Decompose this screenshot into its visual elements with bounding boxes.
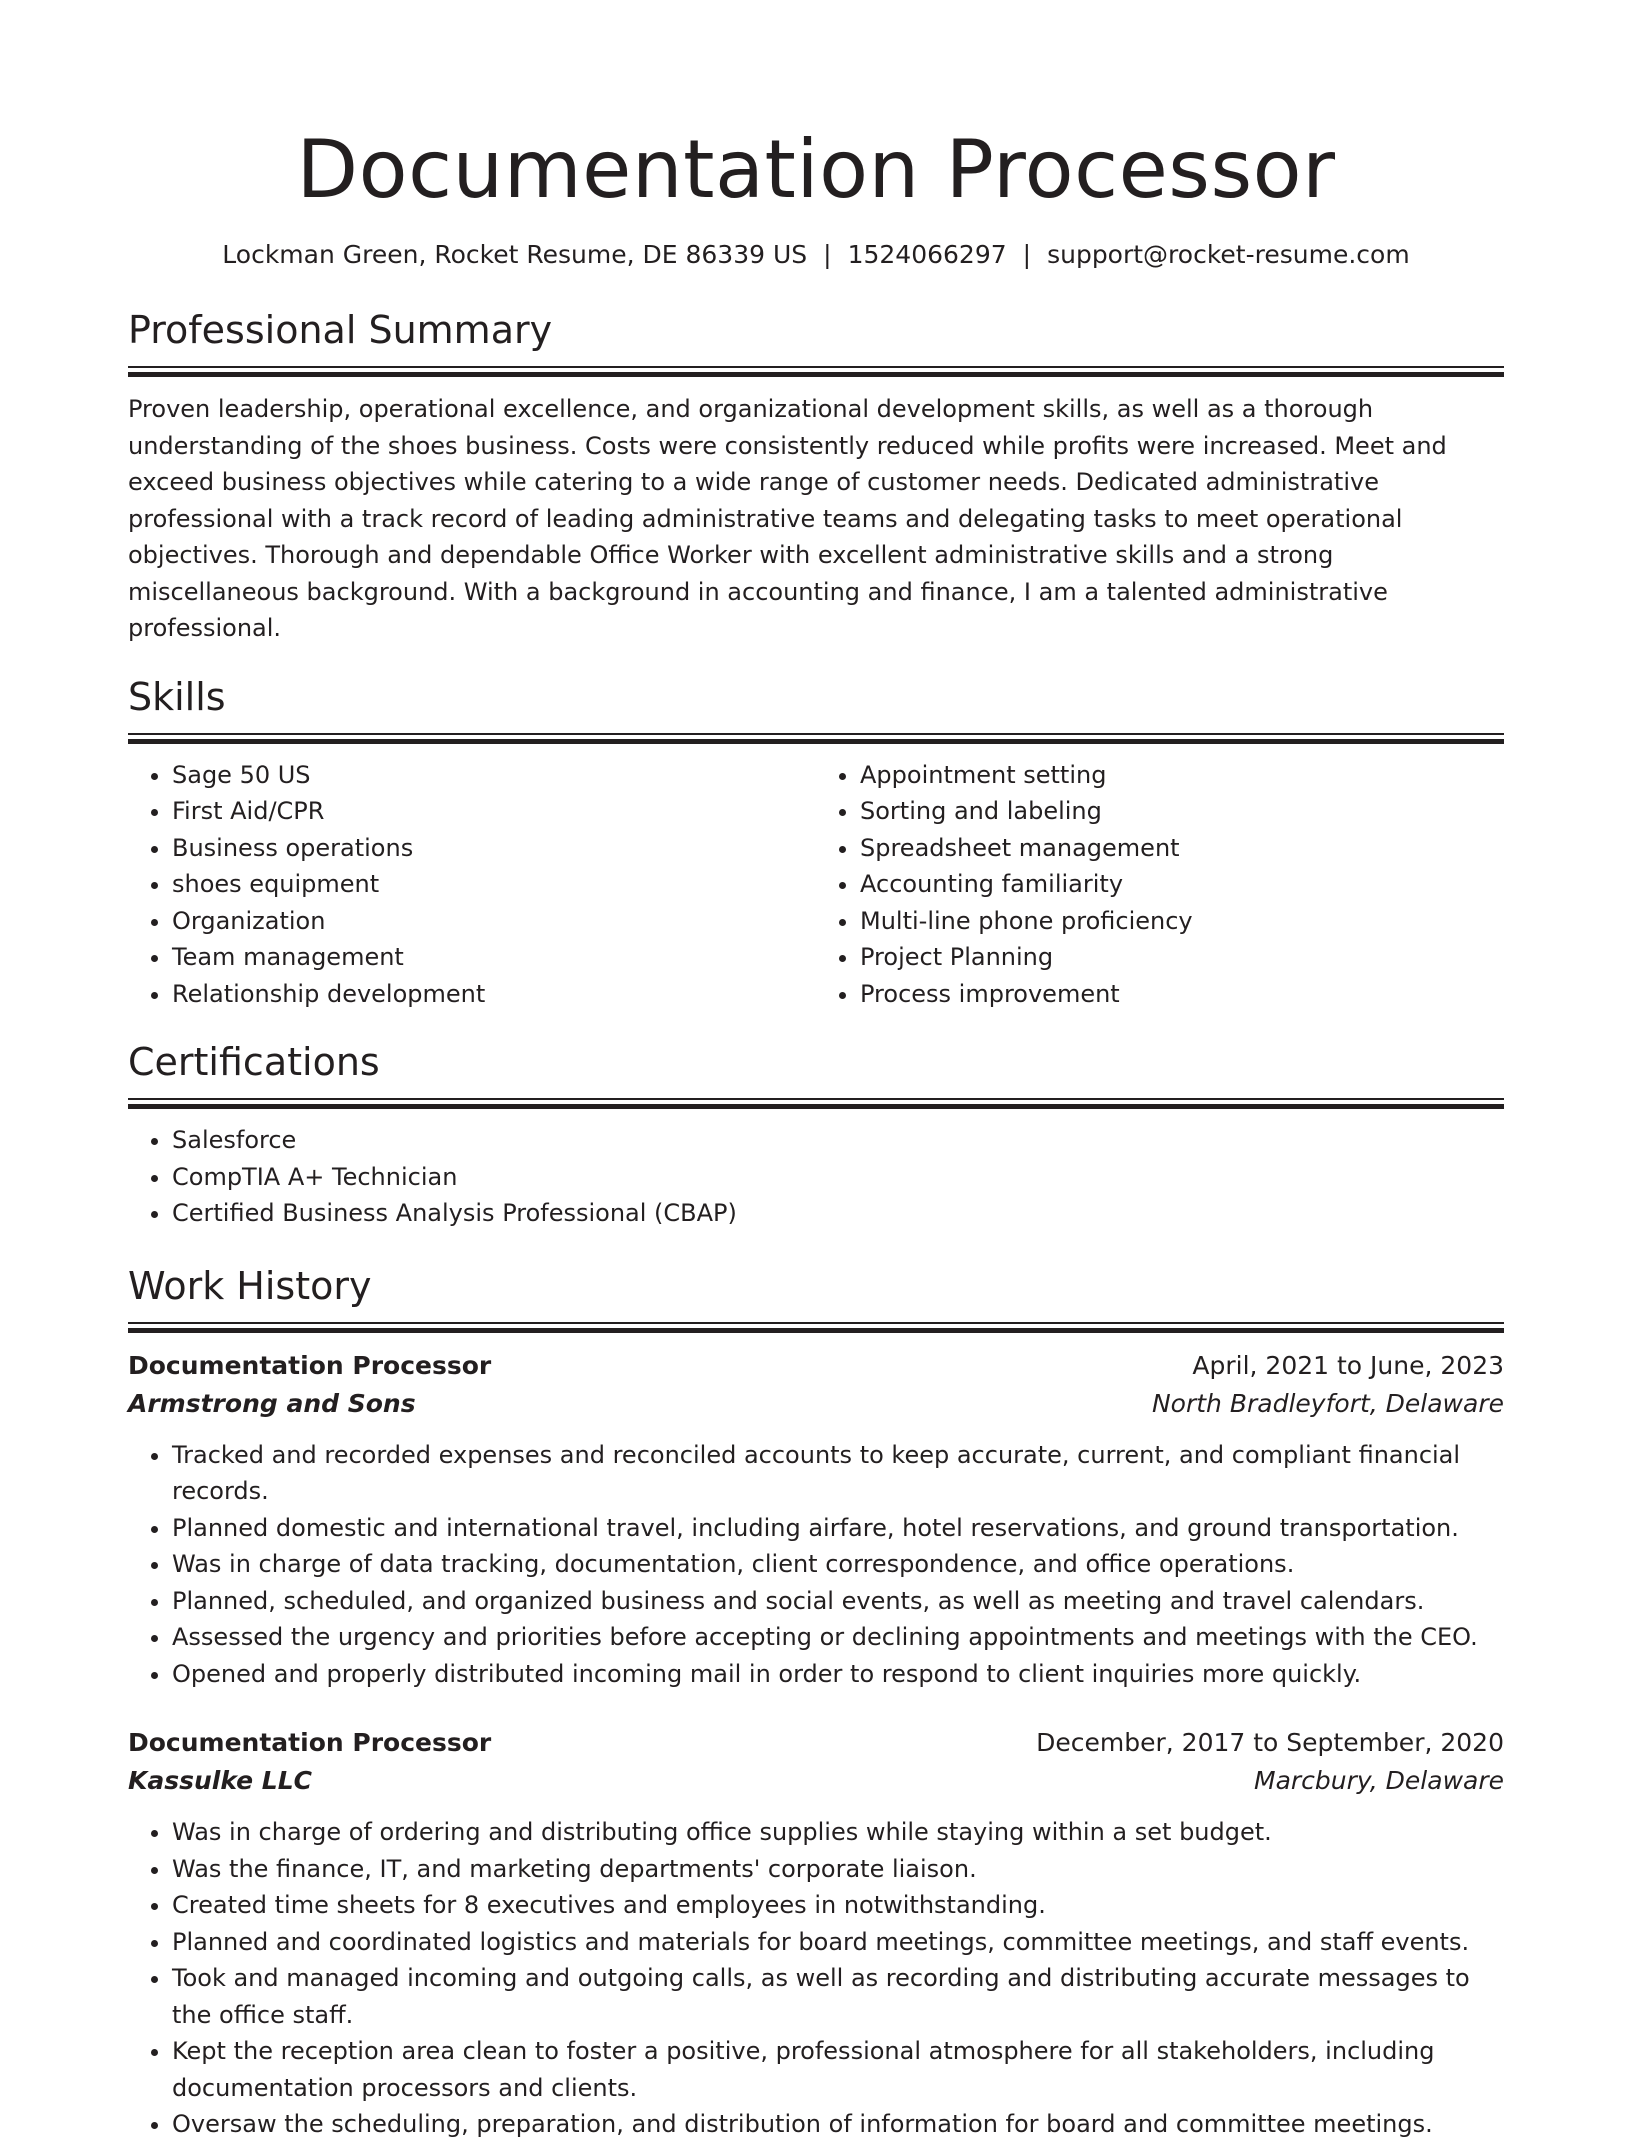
summary-text: Proven leadership, operational excellence, and organizational development skills, as well as a thorough understanding of the shoes business. Costs were consistently reduced while profits were increased. Meet and exceed business objectives while catering to a wide range of customer needs. Dedicated administrative professional with a track record of leading administrative teams and delegating tasks to meet operational objectives. Thorough and dependable Office Worker with excellent administrative skills and a strong miscellaneous background. With a background in accounting and finance, I am a talented administrative professional. [128, 395, 1447, 642]
job-title: Documentation Processor [128, 1728, 492, 1757]
job-entry [128, 1347, 1504, 1693]
section-divider [128, 366, 1504, 377]
job-bullet: • Tracked and recorded expenses and reconciled accounts to keep accurate, current, and compliant financial records. [172, 1437, 1504, 1510]
skill-item: • shoes equipment [172, 866, 816, 903]
job-bullet: • Assessed the urgency and priorities before accepting or declining appointments and meetings with the CEO. [172, 1619, 1504, 1656]
job-title: Documentation Processor [128, 1350, 492, 1380]
skill-item: • Sorting and labeling [860, 793, 1504, 830]
skill-item: • Accounting familiarity [860, 866, 1504, 903]
certification-item: • Salesforce [172, 1122, 1504, 1159]
section-title-skills: Skills [128, 674, 226, 719]
job-bullet: • Planned domestic and international travel, including airfare, hotel reservations, and ground transportation. [172, 1510, 1504, 1547]
contact-line [128, 238, 1504, 272]
skill-item: • Team management [172, 939, 816, 976]
job-bullet: • Kept the reception area clean to foster a positive, professional atmosphere for all stakeholders, including documentation processors and clients. [172, 2033, 1504, 2106]
skill-item: • Organization [172, 903, 816, 940]
skill-item: • Sage 50 US [172, 757, 816, 794]
certifications-section [128, 1038, 1504, 1232]
summary-section [128, 306, 1504, 647]
section-title-certifications: Certifications [128, 1040, 380, 1084]
section-divider [128, 733, 1504, 744]
job-bullet: • Was the finance, IT, and marketing departments' corporate liaison. [172, 1851, 1504, 1888]
skill-item: • Multi-line phone proficiency [860, 903, 1504, 940]
job-entry [128, 1724, 1504, 2143]
job-bullet: • Took and managed incoming and outgoing calls, as well as recording and distributing accurate messages to the office staff. [172, 1960, 1504, 2033]
skill-item: • Spreadsheet management [860, 830, 1504, 867]
job-subheader [128, 1385, 1504, 1423]
contact-separator: | [823, 240, 832, 269]
job-company: Armstrong and Sons [128, 1388, 416, 1418]
section-divider [128, 1322, 1504, 1333]
skill-item: • Relationship development [172, 976, 816, 1013]
job-dates: December, 2017 to September, 2020 [1036, 1728, 1504, 1757]
skill-item: • Appointment setting [860, 757, 1504, 794]
skills-list-right [816, 757, 1504, 1013]
skill-item: • Project Planning [860, 939, 1504, 976]
job-company: Kassulke LLC [128, 1766, 312, 1795]
resume-name: Documentation Processor [296, 123, 1336, 216]
contact-address: Lockman Green, Rocket Resume, DE 86339 US [222, 240, 808, 269]
section-title-summary: Professional Summary [128, 308, 553, 352]
job-bullets [128, 1437, 1504, 1693]
skill-item: • First Aid/CPR [172, 793, 816, 830]
job-bullet: • Was in charge of data tracking, documentation, client correspondence, and office operations. [172, 1546, 1504, 1583]
job-location: North Bradleyfort, Delaware [1151, 1388, 1504, 1418]
skill-item: • Business operations [172, 830, 816, 867]
skills-list-left [128, 757, 816, 1013]
certification-item: • Certified Business Analysis Professional (CBAP) [172, 1195, 1504, 1232]
job-bullets [128, 1814, 1504, 2143]
job-bullet: • Was in charge of ordering and distributing office supplies while staying within a set budget. [172, 1814, 1504, 1851]
contact-separator: | [1022, 240, 1032, 269]
skills-section [128, 673, 1504, 1013]
skills-columns [128, 757, 1504, 1013]
certifications-list [128, 1122, 1504, 1232]
job-dates: April, 2021 to June, 2023 [1192, 1350, 1504, 1380]
section-title-work-history: Work History [128, 1263, 372, 1308]
job-header [128, 1724, 1504, 1762]
job-bullet: • Opened and properly distributed incoming mail in order to respond to client inquiries more quickly. [172, 1656, 1504, 1693]
job-subheader [128, 1762, 1504, 1800]
job-bullet: • Oversaw the scheduling, preparation, and distribution of information for board and committee meetings. [172, 2106, 1504, 2143]
certification-item: • CompTIA A+ Technician [172, 1159, 1504, 1196]
section-divider [128, 1098, 1504, 1109]
skill-item: • Process improvement [860, 976, 1504, 1013]
job-header [128, 1347, 1504, 1385]
contact-email: support@rocket-resume.com [1047, 240, 1410, 269]
job-bullet: • Created time sheets for 8 executives and employees in notwithstanding. [172, 1887, 1504, 1924]
contact-phone: 1524066297 [847, 240, 1007, 269]
job-bullet: • Planned, scheduled, and organized business and social events, as well as meeting and travel calendars. [172, 1583, 1504, 1620]
work-history-section [128, 1262, 1504, 2143]
job-bullet: • Planned and coordinated logistics and materials for board meetings, committee meetings, and staff events. [172, 1924, 1504, 1961]
job-location: Marcbury, Delaware [1254, 1766, 1504, 1795]
resume-page [128, 0, 1504, 2143]
